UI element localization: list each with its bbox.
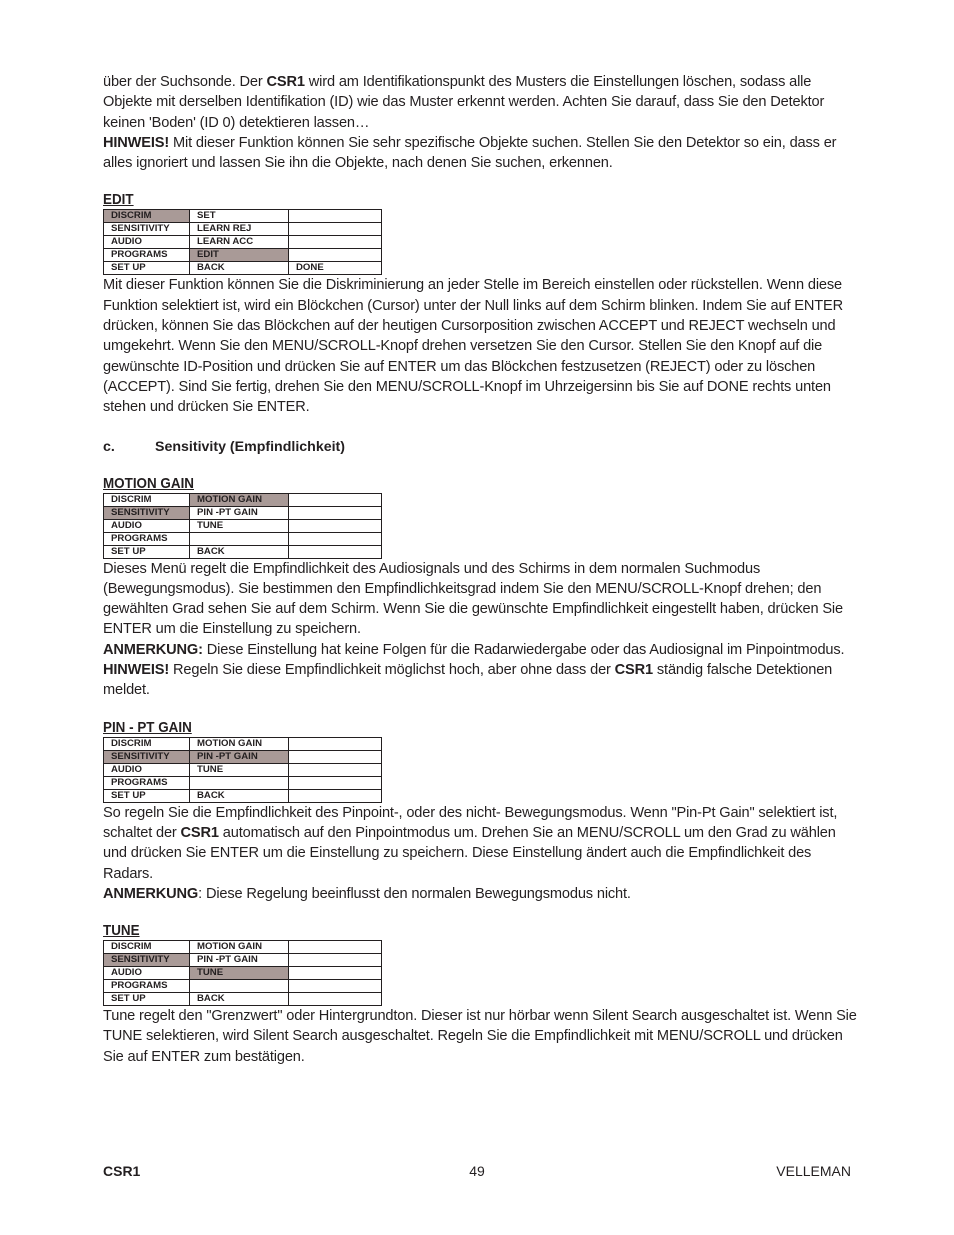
text: : Diese Regelung beeinflusst den normalen Bewegungsmodus nicht. xyxy=(198,885,631,902)
menu-row xyxy=(104,262,382,275)
menu-table-edit xyxy=(103,209,382,275)
motion-gain-note xyxy=(103,660,863,701)
text: Mit dieser Funktion können Sie sehr spezifische Objekte suchen. Stellen Sie den Detektor so ein, dass er alles ignoriert und lassen Sie ihn die Objekte, nach denen Sie suchen, erkennen. xyxy=(103,134,837,172)
menu-row xyxy=(104,493,382,506)
menu-row xyxy=(104,223,382,236)
section-title: Sensitivity (Empfindlichkeit) xyxy=(155,438,345,455)
text: automatisch auf den Pinpointmodus um. Drehen Sie an MENU/SCROLL um den Grad zu wählen und drücken Sie ENTER um die Einstellung zu speichern. Diese Einstellung ändert auch die Empfindlichkeit des Radars. xyxy=(103,824,836,882)
menu-cell: SENSITIVITY xyxy=(104,506,190,519)
menu-cell xyxy=(289,967,382,980)
menu-row xyxy=(104,980,382,993)
menu-cell: BACK xyxy=(190,545,289,558)
menu-cell xyxy=(289,545,382,558)
menu-cell: TUNE xyxy=(190,763,289,776)
product-name: CSR1 xyxy=(180,824,219,841)
menu-row xyxy=(104,737,382,750)
footer-brand: VELLEMAN xyxy=(776,1163,851,1179)
text: So regeln Sie die Empfindlichkeit des Pinpoint-, oder des nicht- Bewegungsmodus. Wenn "Pin-Pt Gain" selektiert ist, schaltet der xyxy=(103,804,838,841)
menu-cell: DISCRIM xyxy=(104,941,190,954)
menu-cell xyxy=(289,236,382,249)
menu-cell xyxy=(289,493,382,506)
menu-cell: SENSITIVITY xyxy=(104,954,190,967)
menu-row xyxy=(104,993,382,1006)
menu-cell xyxy=(289,776,382,789)
menu-cell xyxy=(190,980,289,993)
menu-cell: PROGRAMS xyxy=(104,532,190,545)
menu-cell: DISCRIM xyxy=(104,210,190,223)
menu-cell: SET UP xyxy=(104,545,190,558)
menu-cell: AUDIO xyxy=(104,967,190,980)
menu-cell: LEARN ACC xyxy=(190,236,289,249)
menu-cell: TUNE xyxy=(190,967,289,980)
menu-cell: DISCRIM xyxy=(104,737,190,750)
menu-cell: AUDIO xyxy=(104,763,190,776)
menu-cell: PIN -PT GAIN xyxy=(190,506,289,519)
menu-row xyxy=(104,236,382,249)
remark-label: ANMERKUNG xyxy=(103,885,199,902)
section-heading-tune: TUNE xyxy=(103,923,140,940)
remark-label: ANMERKUNG: xyxy=(103,641,203,658)
menu-cell xyxy=(289,223,382,236)
menu-cell: MOTION GAIN xyxy=(190,493,289,506)
menu-cell: SET UP xyxy=(104,789,190,802)
menu-table-tune xyxy=(103,940,382,1006)
menu-row xyxy=(104,210,382,223)
note-paragraph xyxy=(103,133,863,174)
menu-cell: MOTION GAIN xyxy=(190,941,289,954)
menu-cell xyxy=(289,737,382,750)
menu-cell: BACK xyxy=(190,789,289,802)
document-page xyxy=(103,72,863,1067)
menu-cell: DISCRIM xyxy=(104,493,190,506)
menu-cell: PROGRAMS xyxy=(104,980,190,993)
section-heading-pin-pt-gain: PIN - PT GAIN xyxy=(103,719,192,736)
menu-row xyxy=(104,545,382,558)
text: über der Suchsonde. Der xyxy=(103,74,267,90)
menu-cell xyxy=(289,993,382,1006)
menu-cell: SENSITIVITY xyxy=(104,223,190,236)
menu-cell: SET UP xyxy=(104,262,190,275)
menu-cell: BACK xyxy=(190,993,289,1006)
menu-cell xyxy=(289,941,382,954)
tune-description: Tune regelt den "Grenzwert" oder Hintergrundton. Dieser ist nur hörbar wenn Silent Search ausgeschaltet ist. Wenn Sie TUNE selektieren, wird Silent Search ausgeschaltet. Regeln Sie die Empfindlichkeit mit MENU/SCROLL und drücken Sie auf ENTER zum bestätigen. xyxy=(103,1008,857,1065)
menu-row xyxy=(104,789,382,802)
menu-row xyxy=(104,750,382,763)
menu-cell xyxy=(190,532,289,545)
menu-cell: PIN -PT GAIN xyxy=(190,750,289,763)
text: wird am Identifikationspunkt des Musters die Einstellungen löschen, sodass alle Objekte mit derselben Identifikation (ID) wie das Muster erkennt werden. Achten Sie darauf, dass Sie den Detektor keinen 'Boden' (ID 0) detektieren lassen… xyxy=(103,74,825,131)
menu-row xyxy=(104,763,382,776)
menu-cell xyxy=(289,532,382,545)
product-name: CSR1 xyxy=(614,662,653,679)
note-label: HINWEIS! xyxy=(103,662,170,679)
menu-row xyxy=(104,532,382,545)
text: ständig falsche Detektionen meldet. xyxy=(103,662,833,699)
menu-row xyxy=(104,519,382,532)
page-number: 49 xyxy=(469,1163,485,1179)
motion-gain-remark xyxy=(103,640,863,660)
menu-cell: AUDIO xyxy=(104,236,190,249)
text: Regeln Sie diese Empfindlichkeit möglichst hoch, aber ohne dass der xyxy=(169,662,615,679)
pin-pt-gain-remark xyxy=(103,884,863,904)
menu-cell xyxy=(289,210,382,223)
menu-cell: LEARN REJ xyxy=(190,223,289,236)
footer-product: CSR1 xyxy=(103,1163,141,1179)
menu-cell: SENSITIVITY xyxy=(104,750,190,763)
menu-row xyxy=(104,954,382,967)
menu-cell xyxy=(289,980,382,993)
section-number: c. xyxy=(103,438,115,455)
menu-cell: TUNE xyxy=(190,519,289,532)
section-title-sensitivity xyxy=(103,437,863,457)
menu-cell xyxy=(289,763,382,776)
menu-cell: PROGRAMS xyxy=(104,776,190,789)
text: Diese Einstellung hat keine Folgen für die Radarwiedergabe oder das Audiosignal im Pinpointmodus. xyxy=(202,641,845,658)
menu-cell: PIN -PT GAIN xyxy=(190,954,289,967)
menu-row xyxy=(104,776,382,789)
intro-paragraph xyxy=(103,72,863,133)
menu-cell: MOTION GAIN xyxy=(190,737,289,750)
menu-cell xyxy=(289,789,382,802)
menu-cell: AUDIO xyxy=(104,519,190,532)
menu-cell: SET xyxy=(190,210,289,223)
menu-cell xyxy=(289,750,382,763)
edit-description: Mit dieser Funktion können Sie die Diskriminierung an jeder Stelle im Bereich einstellen oder rückstellen. Wenn diese Funktion selektiert ist, wird ein Blöckchen (Cursor) unter der Null links auf dem Schirm blinken. Indem Sie auf ENTER drücken, können Sie das Blöckchen auf der heutigen Cursorposition zwischen ACCEPT und REJECT wechseln und umgekehrt. Wenn Sie den MENU/SCROLL-Knopf drehen versetzen Sie den Cursor. Stellen Sie den Knopf auf die gewünschte ID-Position und drücken Sie auf ENTER um das Blöckchen festzusetzen (REJECT) oder zu löschen (ACCEPT). Sind Sie fertig, drehen Sie den MENU/SCROLL-Knopf im Uhrzeigersinn bis Sie auf DONE rechts unten stehen und drücken Sie ENTER. xyxy=(103,277,844,416)
menu-cell: BACK xyxy=(190,262,289,275)
menu-cell: SET UP xyxy=(104,993,190,1006)
section-heading-motion-gain: MOTION GAIN xyxy=(103,475,195,492)
product-name: CSR1 xyxy=(266,74,305,90)
menu-cell xyxy=(289,506,382,519)
note-label: HINWEIS! xyxy=(103,134,170,151)
menu-cell xyxy=(289,519,382,532)
menu-cell xyxy=(190,776,289,789)
menu-cell xyxy=(289,954,382,967)
menu-table-pin-pt-gain xyxy=(103,737,382,803)
menu-cell: EDIT xyxy=(190,249,289,262)
menu-table-motion-gain xyxy=(103,493,382,559)
menu-row xyxy=(104,967,382,980)
menu-row xyxy=(104,941,382,954)
menu-cell: PROGRAMS xyxy=(104,249,190,262)
menu-cell xyxy=(289,249,382,262)
pin-pt-gain-description xyxy=(103,803,863,884)
section-heading-edit: EDIT xyxy=(103,192,134,209)
menu-row xyxy=(104,506,382,519)
menu-cell: DONE xyxy=(289,262,382,275)
menu-row xyxy=(104,249,382,262)
motion-gain-description: Dieses Menü regelt die Empfindlichkeit des Audiosignals und des Schirms in dem normalen Suchmodus (Bewegungsmodus). Sie bestimmen den Empfindlichkeitsgrad indem Sie den MENU/SCROLL-Knopf drehen; den gewählten Grad sehen Sie auf dem Schirm. Wenn Sie die gewünschte Empfindlichkeit eingestellt haben, drücken Sie ENTER um die Einstellung zu speichern. xyxy=(103,560,843,638)
